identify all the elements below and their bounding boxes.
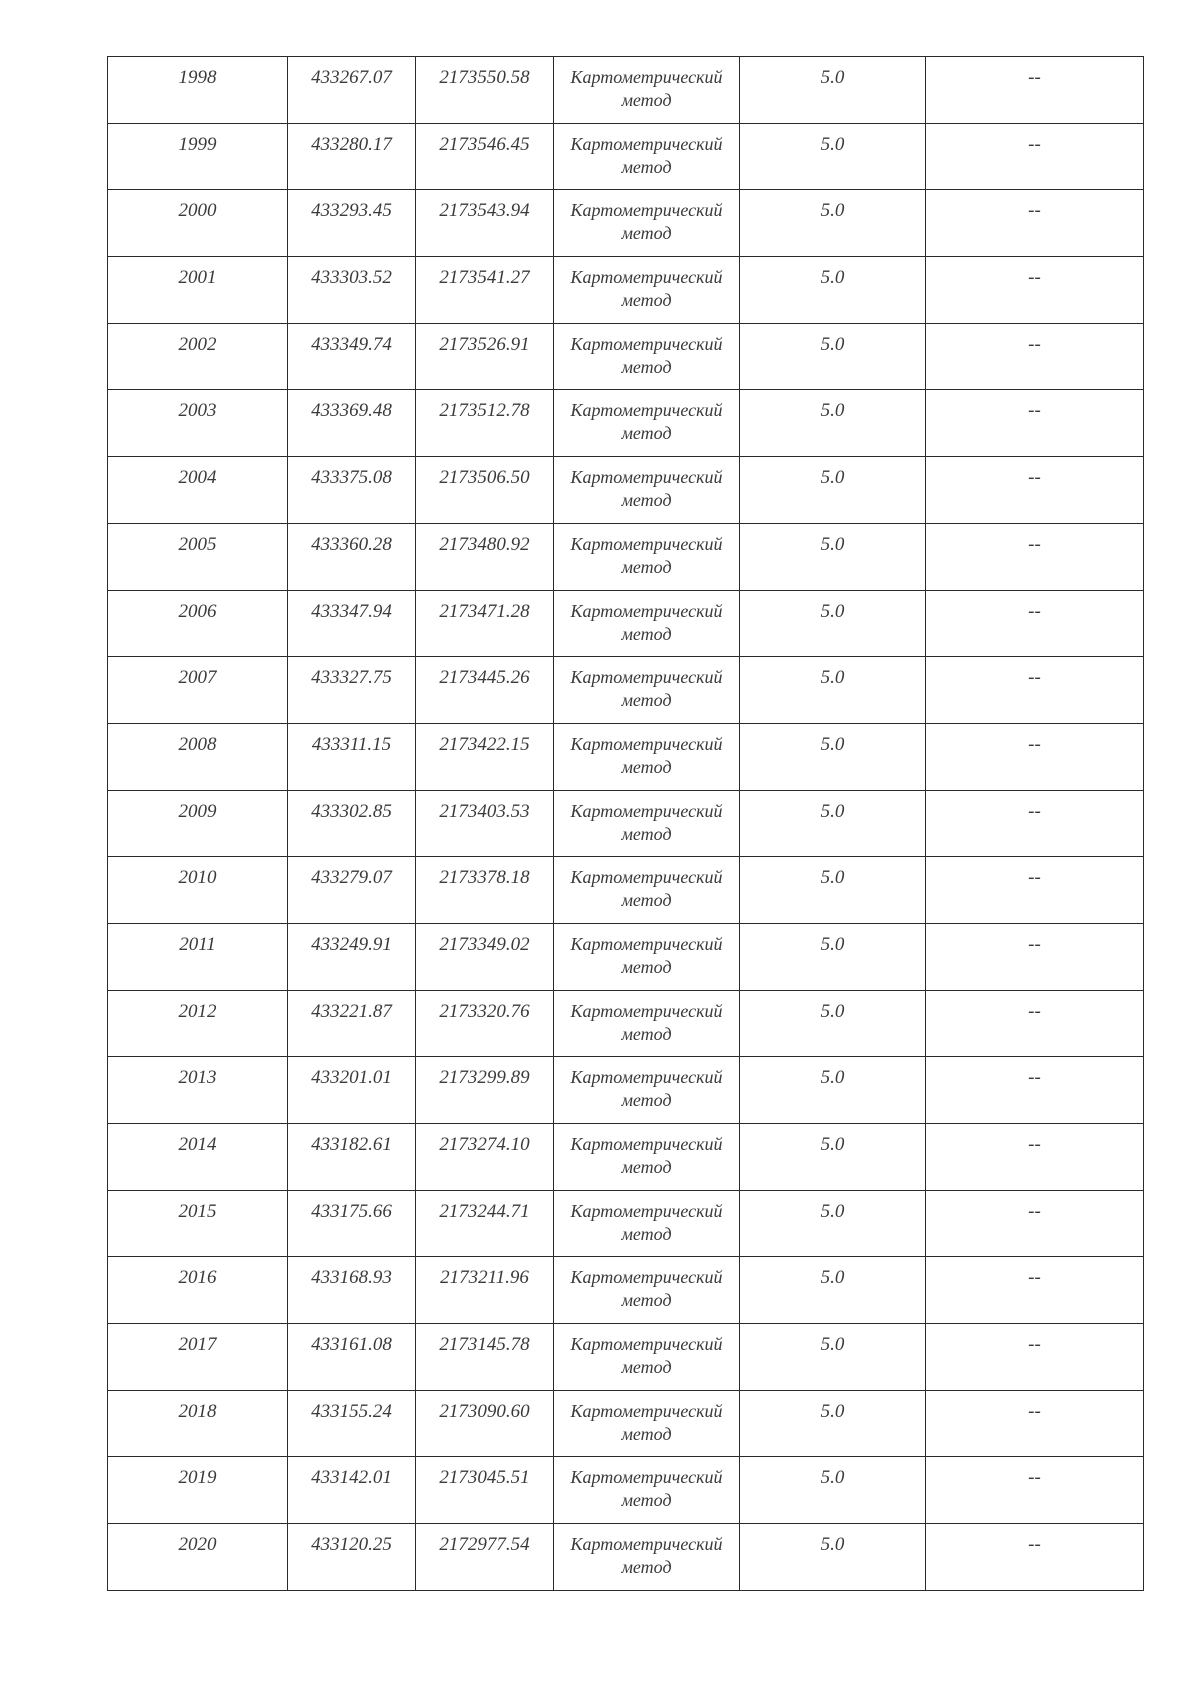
table-row xyxy=(108,923,1144,990)
method-line-2: метод xyxy=(621,956,672,977)
point-number-cell: 2016 xyxy=(108,1257,288,1324)
method-line-2: метод xyxy=(621,823,672,844)
method-cell xyxy=(554,323,740,390)
accuracy-cell: 5.0 xyxy=(740,1457,926,1524)
note-cell: -- xyxy=(926,1190,1144,1257)
method-cell xyxy=(554,190,740,257)
method-line-2: метод xyxy=(621,423,672,444)
y-coordinate-cell: 2172977.54 xyxy=(416,1524,554,1591)
method-line-2: метод xyxy=(621,1557,672,1578)
method-line-1: Картометрический xyxy=(570,800,723,821)
x-coordinate-cell: 433249.91 xyxy=(288,923,416,990)
coordinates-table-body xyxy=(108,57,1144,1591)
note-cell: -- xyxy=(926,790,1144,857)
table-row xyxy=(108,323,1144,390)
note-cell: -- xyxy=(926,457,1144,524)
method-line-2: метод xyxy=(621,223,672,244)
point-number-cell: 2003 xyxy=(108,390,288,457)
note-cell: -- xyxy=(926,57,1144,124)
y-coordinate-cell: 2173211.96 xyxy=(416,1257,554,1324)
x-coordinate-cell: 433311.15 xyxy=(288,723,416,790)
method-line-2: метод xyxy=(621,1357,672,1378)
y-coordinate-cell: 2173471.28 xyxy=(416,590,554,657)
point-number-cell: 2000 xyxy=(108,190,288,257)
method-line-1: Картометрический xyxy=(570,1067,723,1088)
table-row xyxy=(108,1057,1144,1124)
table-row xyxy=(108,523,1144,590)
y-coordinate-cell: 2173480.92 xyxy=(416,523,554,590)
note-cell: -- xyxy=(926,257,1144,324)
point-number-cell: 2018 xyxy=(108,1390,288,1457)
method-line-1: Картометрический xyxy=(570,1534,723,1555)
method-line-2: метод xyxy=(621,356,672,377)
note-cell: -- xyxy=(926,590,1144,657)
accuracy-cell: 5.0 xyxy=(740,123,926,190)
method-line-1: Картометрический xyxy=(570,1400,723,1421)
x-coordinate-cell: 433155.24 xyxy=(288,1390,416,1457)
method-cell xyxy=(554,57,740,124)
note-cell: -- xyxy=(926,1257,1144,1324)
table-row xyxy=(108,723,1144,790)
note-cell: -- xyxy=(926,990,1144,1057)
x-coordinate-cell: 433293.45 xyxy=(288,190,416,257)
method-line-1: Картометрический xyxy=(570,600,723,621)
y-coordinate-cell: 2173422.15 xyxy=(416,723,554,790)
accuracy-cell: 5.0 xyxy=(740,1124,926,1191)
method-line-1: Картометрический xyxy=(570,867,723,888)
x-coordinate-cell: 433279.07 xyxy=(288,857,416,924)
note-cell: -- xyxy=(926,1324,1144,1391)
note-cell: -- xyxy=(926,723,1144,790)
point-number-cell: 2012 xyxy=(108,990,288,1057)
accuracy-cell: 5.0 xyxy=(740,857,926,924)
accuracy-cell: 5.0 xyxy=(740,1524,926,1591)
point-number-cell: 2014 xyxy=(108,1124,288,1191)
y-coordinate-cell: 2173403.53 xyxy=(416,790,554,857)
y-coordinate-cell: 2173550.58 xyxy=(416,57,554,124)
method-line-1: Картометрический xyxy=(570,67,723,87)
accuracy-cell: 5.0 xyxy=(740,257,926,324)
method-cell xyxy=(554,657,740,724)
method-cell xyxy=(554,1257,740,1324)
method-cell xyxy=(554,1190,740,1257)
y-coordinate-cell: 2173541.27 xyxy=(416,257,554,324)
point-number-cell: 2001 xyxy=(108,257,288,324)
table-row xyxy=(108,857,1144,924)
method-line-2: метод xyxy=(621,1290,672,1311)
note-cell: -- xyxy=(926,1390,1144,1457)
y-coordinate-cell: 2173506.50 xyxy=(416,457,554,524)
accuracy-cell: 5.0 xyxy=(740,1057,926,1124)
method-line-1: Картометрический xyxy=(570,1134,723,1154)
note-cell: -- xyxy=(926,190,1144,257)
x-coordinate-cell: 433175.66 xyxy=(288,1190,416,1257)
method-cell xyxy=(554,123,740,190)
table-row xyxy=(108,590,1144,657)
point-number-cell: 2007 xyxy=(108,657,288,724)
y-coordinate-cell: 2173512.78 xyxy=(416,390,554,457)
coordinates-table xyxy=(107,56,1144,1591)
table-row xyxy=(108,1124,1144,1191)
table-row xyxy=(108,1457,1144,1524)
method-line-1: Картометрический xyxy=(570,400,723,421)
method-line-1: Картометрический xyxy=(570,733,723,754)
accuracy-cell: 5.0 xyxy=(740,1324,926,1391)
method-line-2: метод xyxy=(621,156,672,177)
y-coordinate-cell: 2173090.60 xyxy=(416,1390,554,1457)
method-cell xyxy=(554,390,740,457)
note-cell: -- xyxy=(926,523,1144,590)
y-coordinate-cell: 2173526.91 xyxy=(416,323,554,390)
y-coordinate-cell: 2173445.26 xyxy=(416,657,554,724)
method-line-1: Картометрический xyxy=(570,267,723,288)
table-row xyxy=(108,1524,1144,1591)
method-line-1: Картометрический xyxy=(570,933,723,954)
accuracy-cell: 5.0 xyxy=(740,923,926,990)
x-coordinate-cell: 433120.25 xyxy=(288,1524,416,1591)
method-line-2: метод xyxy=(621,690,672,711)
note-cell: -- xyxy=(926,1057,1144,1124)
x-coordinate-cell: 433375.08 xyxy=(288,457,416,524)
method-line-1: Картометрический xyxy=(570,1000,723,1021)
y-coordinate-cell: 2173320.76 xyxy=(416,990,554,1057)
accuracy-cell: 5.0 xyxy=(740,57,926,124)
table-row xyxy=(108,257,1144,324)
point-number-cell: 1999 xyxy=(108,123,288,190)
note-cell: -- xyxy=(926,1124,1144,1191)
method-cell xyxy=(554,790,740,857)
method-cell xyxy=(554,923,740,990)
method-cell xyxy=(554,1524,740,1591)
point-number-cell: 2008 xyxy=(108,723,288,790)
accuracy-cell: 5.0 xyxy=(740,1190,926,1257)
y-coordinate-cell: 2173274.10 xyxy=(416,1124,554,1191)
y-coordinate-cell: 2173378.18 xyxy=(416,857,554,924)
point-number-cell: 2006 xyxy=(108,590,288,657)
method-line-2: метод xyxy=(621,556,672,577)
method-line-2: метод xyxy=(621,490,672,511)
x-coordinate-cell: 433280.17 xyxy=(288,123,416,190)
x-coordinate-cell: 433369.48 xyxy=(288,390,416,457)
table-row xyxy=(108,657,1144,724)
point-number-cell: 2015 xyxy=(108,1190,288,1257)
table-row xyxy=(108,390,1144,457)
y-coordinate-cell: 2173299.89 xyxy=(416,1057,554,1124)
x-coordinate-cell: 433347.94 xyxy=(288,590,416,657)
method-cell xyxy=(554,257,740,324)
method-line-2: метод xyxy=(621,890,672,911)
x-coordinate-cell: 433302.85 xyxy=(288,790,416,857)
y-coordinate-cell: 2173045.51 xyxy=(416,1457,554,1524)
method-line-1: Картометрический xyxy=(570,1267,723,1288)
point-number-cell: 2011 xyxy=(108,923,288,990)
y-coordinate-cell: 2173244.71 xyxy=(416,1190,554,1257)
point-number-cell: 2020 xyxy=(108,1524,288,1591)
accuracy-cell: 5.0 xyxy=(740,523,926,590)
method-cell xyxy=(554,1124,740,1191)
x-coordinate-cell: 433360.28 xyxy=(288,523,416,590)
table-row xyxy=(108,1390,1144,1457)
method-line-1: Картометрический xyxy=(570,1334,723,1355)
y-coordinate-cell: 2173145.78 xyxy=(416,1324,554,1391)
note-cell: -- xyxy=(926,123,1144,190)
note-cell: -- xyxy=(926,323,1144,390)
method-line-1: Картометрический xyxy=(570,1467,723,1488)
method-cell xyxy=(554,723,740,790)
x-coordinate-cell: 433142.01 xyxy=(288,1457,416,1524)
point-number-cell: 2005 xyxy=(108,523,288,590)
note-cell: -- xyxy=(926,1524,1144,1591)
accuracy-cell: 5.0 xyxy=(740,323,926,390)
y-coordinate-cell: 2173546.45 xyxy=(416,123,554,190)
method-line-2: метод xyxy=(621,1223,672,1244)
note-cell: -- xyxy=(926,923,1144,990)
table-row xyxy=(108,123,1144,190)
method-cell xyxy=(554,1390,740,1457)
table-row xyxy=(108,790,1144,857)
table-row xyxy=(108,1324,1144,1391)
y-coordinate-cell: 2173349.02 xyxy=(416,923,554,990)
method-line-1: Картометрический xyxy=(570,533,723,554)
x-coordinate-cell: 433221.87 xyxy=(288,990,416,1057)
accuracy-cell: 5.0 xyxy=(740,1257,926,1324)
accuracy-cell: 5.0 xyxy=(740,390,926,457)
x-coordinate-cell: 433201.01 xyxy=(288,1057,416,1124)
method-line-1: Картометрический xyxy=(570,1200,723,1221)
accuracy-cell: 5.0 xyxy=(740,1390,926,1457)
x-coordinate-cell: 433168.93 xyxy=(288,1257,416,1324)
method-line-1: Картометрический xyxy=(570,667,723,688)
method-cell xyxy=(554,990,740,1057)
accuracy-cell: 5.0 xyxy=(740,990,926,1057)
method-line-1: Картометрический xyxy=(570,467,723,488)
method-line-2: метод xyxy=(621,90,672,110)
point-number-cell: 2004 xyxy=(108,457,288,524)
table-row xyxy=(108,1190,1144,1257)
point-number-cell: 2019 xyxy=(108,1457,288,1524)
method-line-2: метод xyxy=(621,623,672,644)
accuracy-cell: 5.0 xyxy=(740,723,926,790)
note-cell: -- xyxy=(926,390,1144,457)
x-coordinate-cell: 433349.74 xyxy=(288,323,416,390)
method-line-1: Картометрический xyxy=(570,200,723,221)
method-line-2: метод xyxy=(621,1157,672,1177)
table-row xyxy=(108,57,1144,124)
point-number-cell: 2017 xyxy=(108,1324,288,1391)
table-row xyxy=(108,990,1144,1057)
accuracy-cell: 5.0 xyxy=(740,790,926,857)
accuracy-cell: 5.0 xyxy=(740,457,926,524)
method-cell xyxy=(554,457,740,524)
method-cell xyxy=(554,1057,740,1124)
method-cell xyxy=(554,590,740,657)
table-row xyxy=(108,1257,1144,1324)
method-cell xyxy=(554,1457,740,1524)
point-number-cell: 2002 xyxy=(108,323,288,390)
accuracy-cell: 5.0 xyxy=(740,657,926,724)
method-line-2: метод xyxy=(621,756,672,777)
table-row xyxy=(108,457,1144,524)
point-number-cell: 1998 xyxy=(108,57,288,124)
accuracy-cell: 5.0 xyxy=(740,190,926,257)
method-line-2: метод xyxy=(621,1023,672,1044)
method-cell xyxy=(554,523,740,590)
method-cell xyxy=(554,857,740,924)
x-coordinate-cell: 433267.07 xyxy=(288,57,416,124)
accuracy-cell: 5.0 xyxy=(740,590,926,657)
method-line-2: метод xyxy=(621,290,672,311)
method-line-1: Картометрический xyxy=(570,133,723,154)
x-coordinate-cell: 433303.52 xyxy=(288,257,416,324)
point-number-cell: 2009 xyxy=(108,790,288,857)
x-coordinate-cell: 433182.61 xyxy=(288,1124,416,1191)
point-number-cell: 2013 xyxy=(108,1057,288,1124)
note-cell: -- xyxy=(926,1457,1144,1524)
note-cell: -- xyxy=(926,857,1144,924)
table-row xyxy=(108,190,1144,257)
x-coordinate-cell: 433327.75 xyxy=(288,657,416,724)
method-line-2: метод xyxy=(621,1423,672,1444)
method-line-1: Картометрический xyxy=(570,333,723,354)
note-cell: -- xyxy=(926,657,1144,724)
method-line-2: метод xyxy=(621,1490,672,1511)
x-coordinate-cell: 433161.08 xyxy=(288,1324,416,1391)
point-number-cell: 2010 xyxy=(108,857,288,924)
y-coordinate-cell: 2173543.94 xyxy=(416,190,554,257)
method-line-2: метод xyxy=(621,1090,672,1111)
method-cell xyxy=(554,1324,740,1391)
